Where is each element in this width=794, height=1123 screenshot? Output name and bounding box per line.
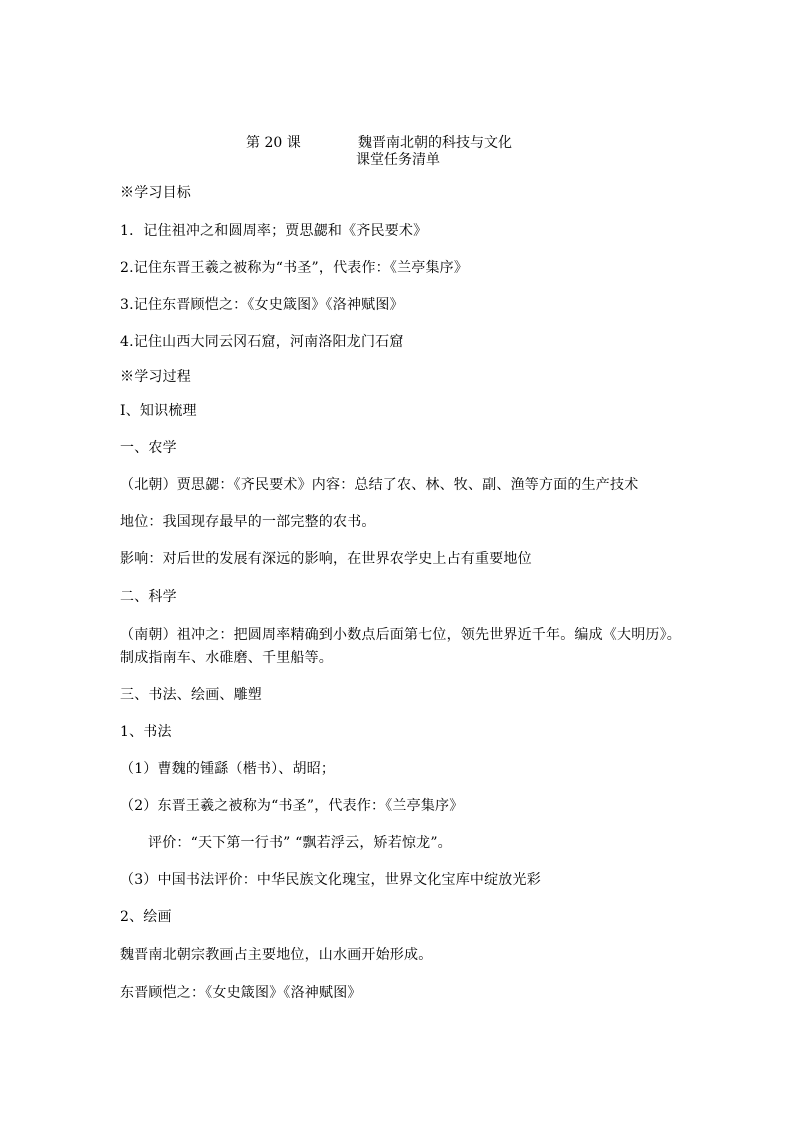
goal-item-1: 1．记住祖冲之和圆周率；贾思勰和《齐民要术》	[120, 223, 428, 239]
painting-line-1: 魏晋南北朝宗教画占主要地位，山水画开始形成。	[120, 947, 433, 963]
lesson-title: 魏晋南北朝的科技与文化	[358, 135, 512, 151]
painting-heading: 2、绘画	[120, 909, 172, 925]
science-line-2: 制成指南车、水碓磨、千里船等。	[120, 650, 333, 666]
painting-line-2: 东晋顾恺之：《女史箴图》《洛神赋图》	[120, 985, 362, 1001]
agri-influence: 影响：对后世的发展有深远的影响，在世界农学史上占有重要地位	[120, 551, 532, 567]
calligraphy-item-3: （3）中国书法评价：中华民族文化瑰宝，世界文化宝库中绽放光彩	[120, 872, 541, 888]
goal-item-4: 4.记住山西大同云冈石窟，河南洛阳龙门石窟	[120, 334, 404, 350]
arts-heading: 三、书法、绘画、雕塑	[120, 687, 262, 703]
agri-heading: 一、农学	[120, 440, 177, 456]
section-knowledge: Ⅰ、知识梳理	[120, 403, 197, 419]
agri-content: （北朝）贾思勰：《齐民要术》内容：总结了农、林、牧、副、渔等方面的生产技术	[120, 477, 639, 493]
goals-heading: ※学习目标	[120, 185, 191, 201]
lesson-number: 第 20 课	[246, 135, 301, 151]
lesson-subtitle: 课堂任务清单	[356, 152, 440, 168]
calligraphy-item-2: （2）东晋王羲之被称为“书圣”，代表作：《兰亭集序》	[120, 798, 464, 814]
process-heading: ※学习过程	[120, 369, 191, 385]
science-heading: 二、科学	[120, 589, 177, 605]
calligraphy-evaluation: 评价：“天下第一行书” “飘若浮云，矫若惊龙”。	[148, 835, 452, 851]
calligraphy-item-1: （1）曹魏的锺繇（楷书）、胡昭；	[120, 761, 336, 777]
calligraphy-heading: 1、书法	[120, 724, 172, 740]
agri-status: 地位：我国现存最早的一部完整的农书。	[120, 514, 376, 530]
goal-item-3: 3.记住东晋顾恺之：《女史箴图》《洛神赋图》	[120, 297, 404, 313]
goal-item-2: 2.记住东晋王羲之被称为“书圣”，代表作：《兰亭集序》	[120, 260, 469, 276]
science-line-1: （南朝）祖冲之：把圆周率精确到小数点后面第七位，领先世界近千年。编成《大明历》。	[120, 627, 681, 643]
